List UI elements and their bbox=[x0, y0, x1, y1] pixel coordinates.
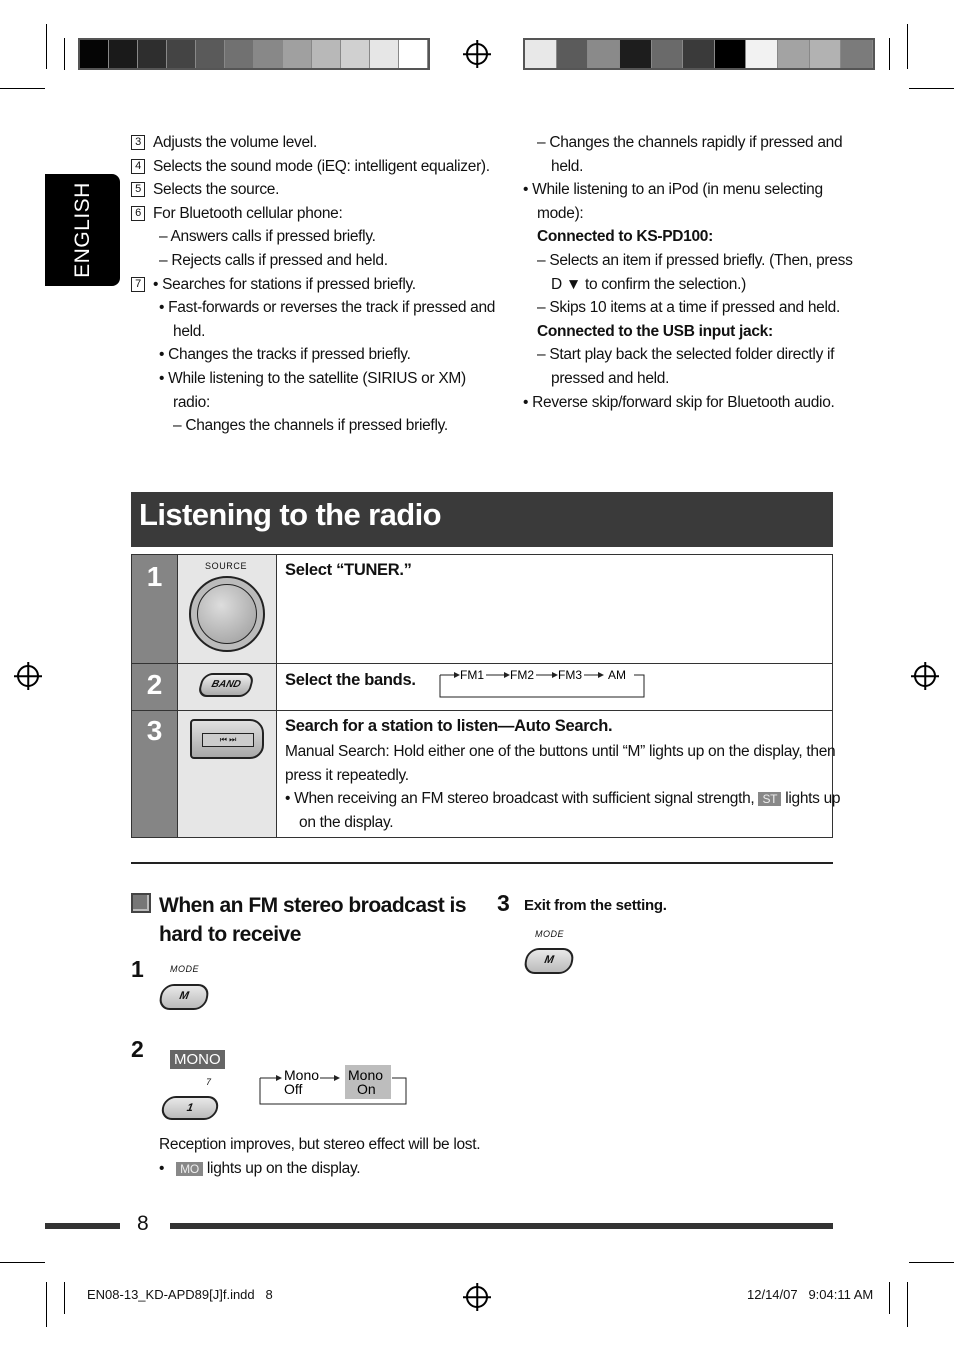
color-swatch bbox=[620, 40, 652, 68]
registration-mark-icon bbox=[17, 665, 39, 687]
step-number: 1 bbox=[131, 956, 144, 982]
slug-filename: EN08-13_KD-APD89[J]f.indd 8 bbox=[87, 1287, 273, 1302]
registration-mark-icon bbox=[466, 1286, 488, 1308]
color-swatch bbox=[525, 40, 557, 68]
color-swatch bbox=[715, 40, 747, 68]
list-item: held. bbox=[173, 323, 206, 340]
slug-timestamp: 12/14/07 9:04:11 AM bbox=[747, 1287, 874, 1302]
color-swatch bbox=[341, 40, 370, 68]
band-cycle-diagram bbox=[436, 663, 648, 703]
divider bbox=[132, 710, 832, 711]
registration-mark-icon bbox=[914, 665, 936, 687]
language-label: ENGLISH bbox=[70, 182, 94, 278]
list-item: • While listening to an iPod (in menu selecting bbox=[523, 181, 823, 198]
page-title: Listening to the radio bbox=[139, 497, 441, 532]
list-item: – Selects an item if pressed briefly. (Then, press bbox=[537, 252, 853, 269]
mono-indicator-badge: MONO bbox=[170, 1050, 225, 1069]
mono-toggle-diagram bbox=[258, 1064, 410, 1108]
band-label: BAND bbox=[210, 679, 243, 690]
step-text: press it repeatedly. bbox=[285, 767, 409, 784]
preset-1-button-icon: 1 bbox=[160, 1096, 220, 1120]
footer-bar-right bbox=[170, 1223, 833, 1229]
list-item: • Fast-forwards or reverses the track if pressed and bbox=[159, 299, 496, 316]
steps-table bbox=[131, 554, 841, 838]
step-number: 1 bbox=[146, 561, 163, 592]
color-swatch bbox=[283, 40, 312, 68]
mono-off-label: Off bbox=[284, 1081, 303, 1097]
color-swatch bbox=[588, 40, 620, 68]
color-swatch bbox=[841, 40, 873, 68]
list-item: radio: bbox=[173, 394, 210, 411]
mono-on-label: Mono bbox=[348, 1067, 384, 1083]
step-number: 3 bbox=[146, 715, 163, 746]
list-item: 7 • Searches for stations if pressed briefly. bbox=[131, 276, 416, 294]
step-caption: Select “TUNER.” bbox=[285, 561, 412, 579]
step-number: 2 bbox=[146, 669, 163, 700]
key-number-label: 7 bbox=[206, 1077, 212, 1087]
section-banner bbox=[131, 492, 833, 547]
color-swatch bbox=[196, 40, 225, 68]
mode-label: MODE bbox=[535, 929, 564, 939]
color-swatch bbox=[80, 40, 109, 68]
list-item: 4 Selects the sound mode (iEQ: intelligent equalizer). bbox=[131, 158, 490, 176]
band-button-icon bbox=[197, 673, 255, 697]
source-knob-icon bbox=[189, 576, 265, 652]
color-swatch bbox=[399, 40, 428, 68]
color-swatch bbox=[109, 40, 138, 68]
registration-mark-icon bbox=[466, 43, 488, 65]
list-item: – Changes the channels rapidly if pressed and bbox=[537, 134, 843, 151]
color-swatch bbox=[778, 40, 810, 68]
list-item: held. bbox=[551, 158, 584, 175]
band-label: FM3 bbox=[558, 668, 582, 682]
list-item: – Changes the channels if pressed briefly. bbox=[173, 417, 448, 434]
section-square-icon bbox=[131, 893, 151, 913]
color-swatch bbox=[312, 40, 341, 68]
list-item: • While listening to the satellite (SIRIUS or XM) bbox=[159, 370, 466, 387]
list-item: mode): bbox=[537, 205, 584, 222]
color-swatch bbox=[254, 40, 283, 68]
mo-indicator-badge: MO bbox=[176, 1162, 203, 1176]
color-swatch bbox=[810, 40, 842, 68]
step-bullet: on the display. bbox=[299, 814, 394, 831]
list-item: pressed and held. bbox=[551, 370, 670, 387]
list-item: – Skips 10 items at a time if pressed and held. bbox=[537, 299, 840, 316]
mode-button-icon: M bbox=[158, 984, 211, 1010]
color-swatch bbox=[225, 40, 254, 68]
band-label: FM2 bbox=[510, 668, 534, 682]
section-divider bbox=[131, 862, 833, 864]
list-item: 6 For Bluetooth cellular phone: bbox=[131, 205, 343, 223]
source-label: SOURCE bbox=[205, 561, 248, 571]
color-swatch bbox=[746, 40, 778, 68]
step-caption: Select the bands. bbox=[285, 671, 416, 689]
step-number: 2 bbox=[131, 1036, 144, 1062]
list-item: 3 Adjusts the volume level. bbox=[131, 134, 317, 152]
color-bar-left bbox=[78, 38, 430, 70]
list-item: – Rejects calls if pressed and held. bbox=[159, 252, 388, 269]
color-swatch bbox=[652, 40, 684, 68]
seek-buttons-icon: ⏮ ⏭ bbox=[190, 719, 264, 759]
footer-bar-left bbox=[45, 1223, 120, 1229]
list-item: – Answers calls if pressed briefly. bbox=[159, 228, 376, 245]
color-swatch bbox=[138, 40, 167, 68]
section-heading: When an FM stereo broadcast is hard to receive bbox=[159, 894, 467, 946]
language-tab bbox=[45, 174, 120, 286]
color-swatch bbox=[557, 40, 589, 68]
list-item: 5 Selects the source. bbox=[131, 181, 279, 199]
color-swatch bbox=[167, 40, 196, 68]
mono-off-label: Mono bbox=[284, 1067, 320, 1083]
color-swatch bbox=[370, 40, 399, 68]
list-item: D ▼ to confirm the selection.) bbox=[551, 276, 746, 293]
step-text: Exit from the setting. bbox=[524, 897, 667, 914]
step-text: Manual Search: Hold either one of the buttons until “M” lights up on the display, then bbox=[285, 743, 836, 760]
st-indicator-badge: ST bbox=[758, 792, 781, 806]
list-item: – Start play back the selected folder directly if bbox=[537, 346, 835, 363]
list-item: • Changes the tracks if pressed briefly. bbox=[159, 346, 411, 363]
mo-note: • MO lights up on the display. bbox=[159, 1160, 361, 1177]
mode-label: MODE bbox=[170, 964, 199, 974]
band-label: FM1 bbox=[460, 668, 484, 682]
mono-on-label: On bbox=[357, 1081, 376, 1097]
mode-button-icon: M bbox=[523, 948, 576, 974]
band-label: AM bbox=[608, 668, 626, 682]
page-number: 8 bbox=[137, 1212, 149, 1235]
list-item: • Reverse skip/forward skip for Bluetooth audio. bbox=[523, 394, 835, 411]
color-swatch bbox=[683, 40, 715, 68]
step-bullet: • When receiving an FM stereo broadcast with sufficient signal strength, ST lights up bbox=[285, 790, 841, 807]
list-heading: Connected to KS-PD100: bbox=[537, 228, 713, 245]
reception-note: Reception improves, but stereo effect will be lost. bbox=[159, 1136, 481, 1153]
list-heading: Connected to the USB input jack: bbox=[537, 323, 773, 340]
step-caption: Search for a station to listen—Auto Search. bbox=[285, 717, 613, 735]
color-bar-right bbox=[523, 38, 875, 70]
step-number: 3 bbox=[497, 890, 510, 916]
